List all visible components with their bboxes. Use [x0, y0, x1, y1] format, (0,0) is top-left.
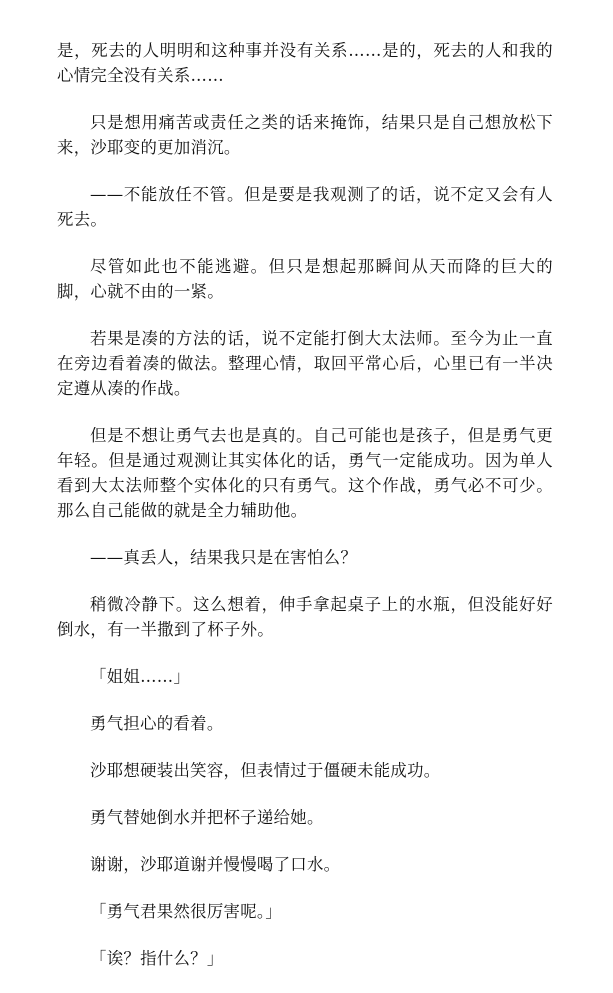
narration-line-3: 勇气替她倒水并把杯子递给她。: [90, 808, 324, 827]
dialogue-line-2: 「勇气君果然很厉害呢。」: [90, 902, 283, 921]
paragraph-3: ——不能放任不管。但是要是我观测了的话，说不定又会有人死去。: [57, 185, 553, 229]
narration-line-4: 谢谢，沙耶道谢并慢慢喝了口水。: [90, 855, 341, 874]
paragraph-7: ——真丢人，结果我只是在害怕么？: [90, 548, 358, 567]
paragraph-1: 是，死去的人明明和这种事并没有关系……是的，死去的人和我的心情完全没有关系……: [57, 41, 553, 85]
paragraph-6: 但是不想让勇气去也是真的。自己可能也是孩子，但是勇气更年轻。但是通过观测让其实体化的话，勇气一定能成功。因为单人看到大太法师整个实体化的只有勇气。这个作战，勇气必不可少。那么自己能做的就是全力辅助他。: [57, 426, 553, 520]
document-page: [57, 38, 553, 993]
paragraph-4: 尽管如此也不能逃避。但只是想起那瞬间从天而降的巨大的脚，心就不由的一紧。: [57, 257, 553, 301]
dialogue-line-1: 「姐姐……」: [90, 667, 191, 686]
narration-line-1: 勇气担心的看着。: [90, 714, 224, 733]
narration-line-2: 沙耶想硬装出笑容，但表情过于僵硬未能成功。: [90, 761, 441, 780]
paragraph-8: 稍微冷静下。这么想着，伸手拿起桌子上的水瓶，但没能好好倒水，有一半撒到了杯子外。: [57, 595, 553, 639]
paragraph-5: 若果是凑的方法的话，说不定能打倒大太法师。至今为止一直在旁边看着凑的做法。整理心情，取回平常心后，心里已有一半决定遵从凑的作战。: [57, 329, 553, 398]
dialogue-line-3: 「诶？指什么？」: [90, 949, 224, 968]
paragraph-2: 只是想用痛苦或责任之类的话来掩饰，结果只是自己想放松下来，沙耶变的更加消沉。: [57, 113, 553, 157]
